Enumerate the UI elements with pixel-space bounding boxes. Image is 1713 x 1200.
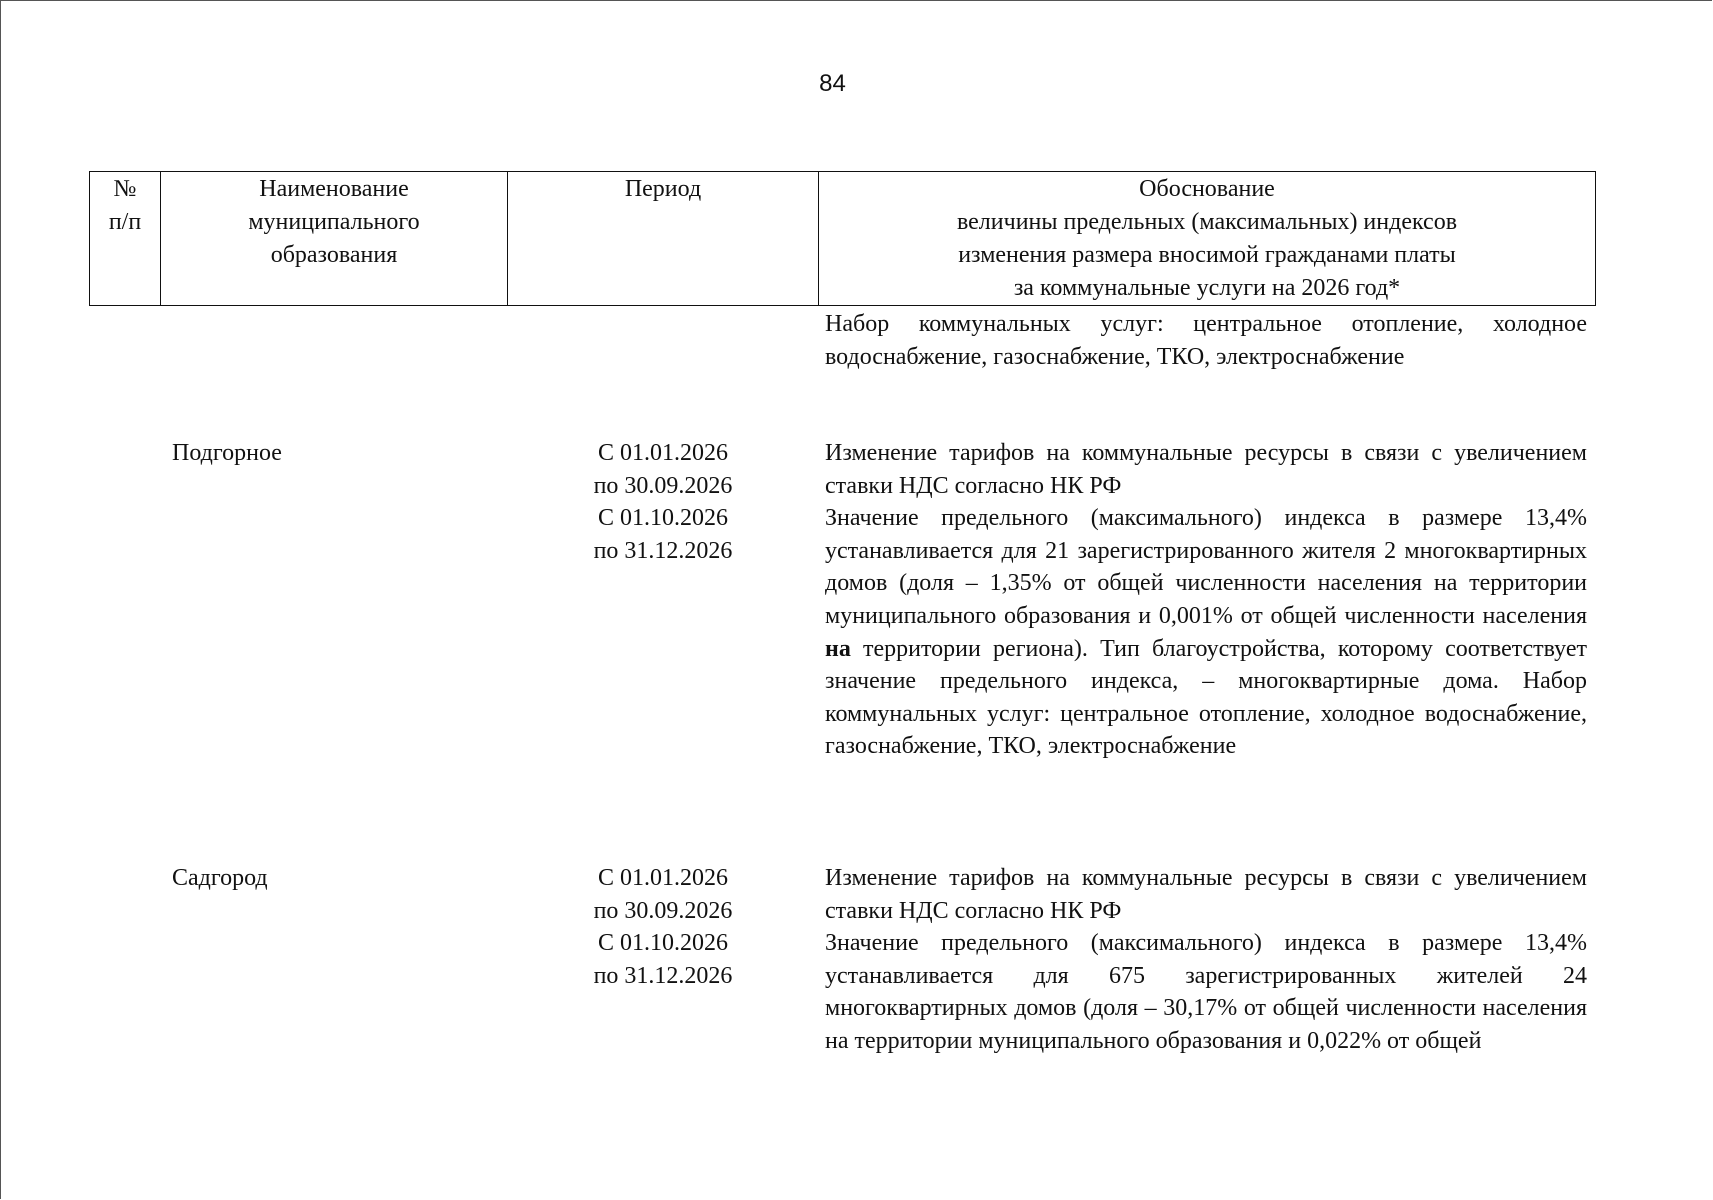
header-cell-period — [508, 172, 819, 306]
municipality-name: Садгород — [172, 865, 268, 891]
header-row — [90, 172, 1596, 306]
period-line: по 30.09.2026 — [593, 472, 733, 499]
page-number: 84 — [819, 70, 846, 97]
period-line: С 01.10.2026 — [597, 930, 728, 957]
period-line: С 01.01.2026 — [597, 865, 728, 891]
header-justification-line: величины предельных (максимальных) индексов — [956, 209, 1458, 235]
period-cell — [578, 437, 748, 567]
header-cell-justification — [819, 172, 1596, 306]
period-line: по 31.12.2026 — [593, 537, 733, 564]
justification-text: Значение предельного (максимального) индекса в размере 13,4% устанавливается для 21 зарегистрированного жителя 2 многоквартирных домов (доля – 1,35% от общей численности населения на территории муниципального образования и 0,001% от общей численности населения — [825, 505, 1587, 629]
header-name-line: муниципального — [248, 209, 420, 235]
header-justification-line: изменения размера вносимой гражданами платы — [958, 242, 1456, 268]
justification-cell — [825, 862, 1587, 1058]
justification-bold-word: на — [825, 635, 851, 662]
header-cell-municipality — [161, 172, 508, 306]
municipality-name: Подгорное — [172, 440, 282, 466]
period-line: С 01.10.2026 — [597, 505, 728, 532]
justification-paragraph: Значение предельного (максимального) индекса в размере 13,4% устанавливается для 675 зарегистрированных жителей 24 многоквартирных домов (доля – 30,17% от общей численности населения на территории муниципального образования и 0,022% от общей — [825, 930, 1587, 1054]
period-cell — [578, 862, 748, 992]
period-line: по 31.12.2026 — [593, 962, 733, 989]
justification-cell — [825, 437, 1587, 763]
continued-justification-text: Набор коммунальных услуг: центральное отопление, холодное водоснабжение, газоснабжение, ТКО, электроснабжение — [825, 311, 1587, 370]
header-number-abbr: п/п — [108, 209, 142, 235]
header-justification-line: Обоснование — [1139, 176, 1275, 202]
header-period-label: Период — [624, 176, 702, 202]
period-line: по 30.09.2026 — [593, 897, 733, 924]
header-justification-line: за коммунальные услуги на 2026 год* — [1013, 275, 1401, 301]
justification-text: территории региона). Тип благоустройства, которому соответствует значение предельного индекса, – многоквартирные дома. Набор коммунальных услуг: центральное отопление, холодное водоснабжение, газоснабжение, ТКО, электроснабжение — [825, 635, 1587, 760]
justification-paragraph: Изменение тарифов на коммунальные ресурсы в связи с увеличением ставки НДС согласно НК РФ — [825, 865, 1587, 924]
header-number-symbol: № — [113, 176, 137, 202]
header-name-line: Наименование — [259, 176, 409, 202]
justification-paragraph: Изменение тарифов на коммунальные ресурсы в связи с увеличением ставки НДС согласно НК РФ — [825, 440, 1587, 499]
justification-paragraph — [825, 502, 1587, 763]
period-line: С 01.01.2026 — [597, 440, 728, 466]
header-cell-number — [90, 172, 161, 306]
header-name-line: образования — [270, 242, 398, 268]
table-header — [89, 171, 1596, 306]
